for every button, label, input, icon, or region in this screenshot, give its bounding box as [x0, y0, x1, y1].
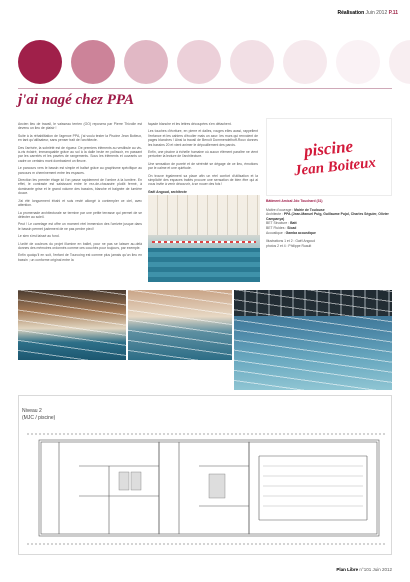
header-page-number: P.11: [388, 10, 398, 16]
footer-issue: n°101 Juin 2012: [359, 567, 392, 572]
credits-list: [266, 208, 392, 236]
footer-publication: Plan Libre: [336, 567, 359, 572]
body-paragraph: Enfin, une piscine à échelle humaine où aucun élément paraître ne vient perturber la lecture de l'architecture.: [148, 150, 258, 159]
credit-value: PPA (Jean-Manuel Puig, Guillaume Pujol, Charles Séguier, Olivier Campanya): [266, 212, 389, 221]
pool-photo-left: [18, 290, 126, 360]
body-paragraph: Des l'arrivée, la sobriété est de rigueur. De premiers éléments au vestibule au vis-à-vis éclairé, immanquable grâce au sol à la dalle brute en polissoir, en passant par les carrelés et les pavées de rangements. Sous les éléments et ouvrants un cadre on certains mont dombasient un fleuve.: [18, 145, 142, 163]
decorative-circle: [18, 40, 62, 84]
floor-plan: [18, 395, 392, 555]
credit-label: BET Fluides :: [266, 225, 288, 230]
body-paragraph: Le parcours vers le bassin est simple et balisé grâce au graphisme spécifique au parcours m cheminement entre les espaces.: [18, 166, 142, 175]
pool-lanes: [18, 290, 126, 360]
credit-row: [266, 212, 392, 221]
body-paragraph: J'ai été longuement ébahi et suis resté allongé à contempler ce ciel, avec attention.: [18, 198, 142, 208]
pool-photo-middle: [128, 290, 232, 360]
pool-lanes: [234, 290, 392, 390]
credit-value: Sicad: [287, 225, 297, 230]
logo-line-1: piscine: [303, 135, 355, 161]
pool-lanes: [128, 290, 232, 360]
body-paragraph: Enfin quoiqu'il en soit, l'enfant de Tourcoing est comme plus jamais qu'un lieu en bassin ; un conforme original entre la: [18, 253, 142, 262]
decorative-circles: [18, 40, 410, 84]
body-paragraph: Suite à la réhabilitation de l'agence PPA, j'ai voulu tester la Piscine Jean Boiteux, en tant qu'utilisateur, sans penser trait de l'architecte.: [18, 133, 142, 143]
pool-interior-photo: [148, 195, 260, 282]
decorative-circle: [283, 40, 327, 84]
credit-value: Gamba acoustique: [285, 230, 316, 235]
photo-credits: [266, 239, 392, 248]
article-author: Gaël Angoud, architecte: [148, 189, 187, 194]
logo-line-2: Jean Boiteux: [293, 154, 377, 179]
piscine-logo: [266, 118, 392, 196]
article-body-column-2: [148, 122, 258, 197]
decorative-circle: [389, 40, 410, 84]
project-credits: [266, 199, 392, 248]
header-section: Réalisation: [337, 10, 365, 16]
article-title: j'ai nagé chez PPA: [18, 92, 134, 108]
floor-plan-drawing: [19, 396, 393, 556]
body-paragraph: L'unité de couleurs du projet illumine en ballet, pour ne pas se laisser au-delà donnes des mémoires ordonnés comme ces couchés pour toujours, par exemple.: [18, 241, 142, 250]
page-footer: [336, 567, 392, 572]
body-paragraph: Une sensation de pureté et de sérénité se dégage de ce lieu, émotions par le calme et une quiétude.: [148, 161, 258, 171]
top-divider: [18, 88, 392, 89]
plan-label: [22, 408, 55, 422]
body-paragraph: On trouve également sa place afin un réel confort d'utilisation et la simplicité des espaces traités procure une sensation de bien être qui ai vous invite à venir découvrir, à se nouer des fois !: [148, 173, 258, 187]
body-paragraph: Ancien lieu de travail, le vaisseau terrien (OO) reposera par Pierre Thivolle est devenu un lieu de plaisir !: [18, 122, 142, 131]
article-body-column-1: [18, 122, 142, 265]
body-paragraph: Peut ! Le carrelage est offre un moment réel immersion des l'arrivée jusque dans le bassin permet justement de ne pas perdre pied !: [18, 222, 142, 231]
decorative-circle: [230, 40, 274, 84]
credit-value: Mairie de Toulouse: [294, 207, 325, 212]
backstroke-flags: [152, 241, 256, 243]
roof-structure: [148, 195, 260, 235]
body-paragraph: Les touches d'écriture, en pierre et dalles, rouges elles aussi, rappellent l'enfance et les cahiers d'écolier mais un azur: les murs qui renvoient de pages blanches ! Ainsi la travail de Benoît Dommendelhoff-Roux donnes les bassins 20 et vient animer le dépouillement des parois.: [148, 129, 258, 147]
body-paragraph: façade blanche et les lettres découpées s'en détachent.: [148, 122, 232, 126]
credit-label: BET Structure :: [266, 221, 291, 226]
decorative-circle: [124, 40, 168, 84]
decorative-circle: [336, 40, 380, 84]
decorative-circle: [177, 40, 221, 84]
credit-label: Maître d'ouvrage :: [266, 207, 295, 212]
page-header: [337, 10, 398, 16]
photo-credit-line: photos 2 et 4 : Philippe Ruault: [266, 243, 312, 248]
credit-value: Batt: [290, 221, 297, 226]
photo-credit-line: Illustrations 1 et 2 : Gaël Angoud: [266, 239, 316, 244]
plan-subtitle: (MJC / piscine): [22, 415, 56, 421]
body-paragraph: Le sien s'est laissé au fond.: [18, 234, 60, 239]
body-paragraph: Direction les premier étage ici l'on passe rapidement de l'ombre à la lumière. En effet, le contraste est saisissant entre le rez-de-chaussée plutôt fermé, à dominante grise et le grand volume des bassins, blanche et baignée de lumière douce.: [18, 178, 142, 196]
swimmers-photo: [234, 290, 392, 390]
credit-label: Architecte :: [266, 212, 284, 217]
body-paragraph: La promenade architecturale se termine par une petite terrasse qui permet de se délecter au soleil.: [18, 210, 142, 219]
plan-level: Niveau 2: [22, 408, 42, 414]
header-date: Juin 2012: [365, 10, 388, 16]
pool-water: [148, 248, 260, 282]
credits-heading: Bâtiment Amical Jdo Touchard (31): [266, 199, 323, 203]
decorative-circle: [71, 40, 115, 84]
credit-label: Acoustique :: [266, 230, 286, 235]
